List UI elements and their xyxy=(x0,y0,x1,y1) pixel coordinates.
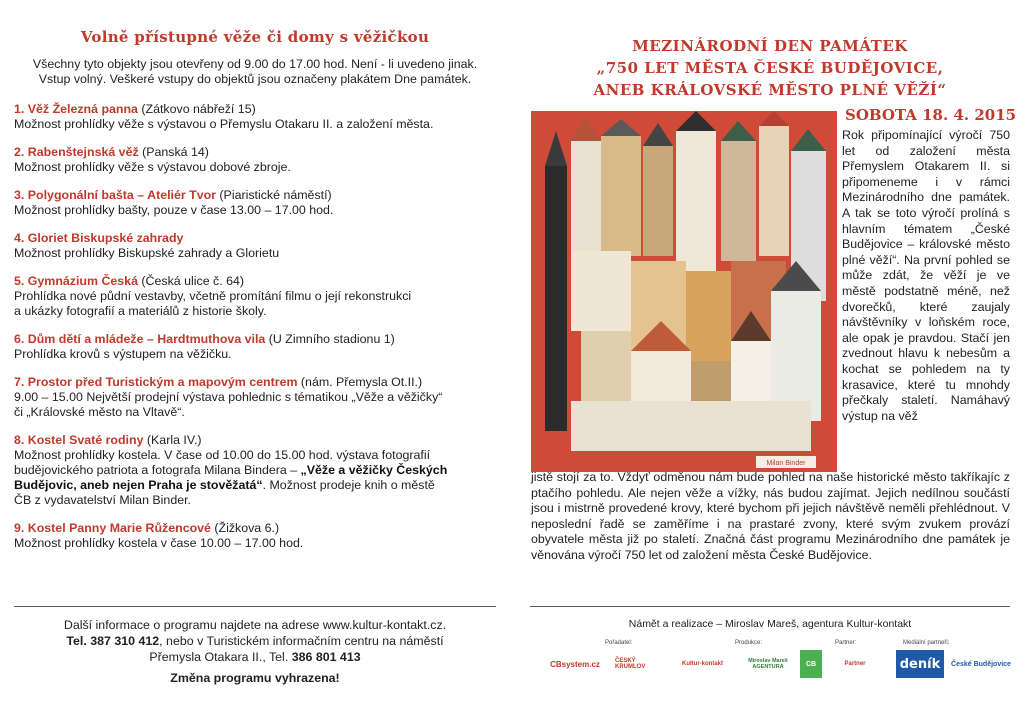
item-line: Možnost prohlídky věže s výstavou dobové zbroje. xyxy=(14,160,291,174)
cb-logo xyxy=(800,650,822,678)
item-title: 7. Prostor před Turistickým a mapovým centrem xyxy=(14,375,298,389)
item-place: (Karla IV.) xyxy=(143,433,202,447)
list-item xyxy=(14,375,496,420)
label-partner: Partner: xyxy=(835,640,857,646)
logo-text: CBsystem.cz xyxy=(550,659,600,669)
item-line: 9.00 – 15.00 Největší prodejní výstava pohlednic s tématikou „Věže a věžičky“ xyxy=(14,390,443,404)
title-line: „750 LET MĚSTA ČESKÉ BUDĚJOVICE, xyxy=(596,59,944,77)
item-line: či „Královské město na Vltavě“. xyxy=(14,405,185,419)
krumlov-logo xyxy=(615,650,665,678)
item-place: (Česká ulice č. 64) xyxy=(137,274,245,288)
ceske-budejovice-logo xyxy=(950,650,1012,678)
item-line: Možnost prohlídky věže s výstavou o Přemyslu Otakaru II. a založení města. xyxy=(14,117,434,131)
footer-text: , nebo v Turistickém informačním centru na náměstí xyxy=(159,634,444,648)
item-place: (Zátkovo nábřeží 15) xyxy=(137,102,256,116)
collage-label: Milan Binder xyxy=(766,460,806,467)
phone-number: 386 801 413 xyxy=(291,650,361,664)
title-line: ANEB KRÁLOVSKÉ MĚSTO PLNÉ VĚŽÍ“ xyxy=(593,81,947,99)
event-title xyxy=(530,35,1010,101)
list-item xyxy=(14,274,496,319)
phone-number: Tel. 387 310 412 xyxy=(66,634,160,648)
label-production: Produkce: xyxy=(735,640,763,646)
item-place: (Žižkova 6.) xyxy=(210,521,280,535)
partner-logo xyxy=(830,650,880,678)
logo-text: CB xyxy=(805,660,817,668)
item-line: Možnost prohlídky Biskupské zahrady a Glorietu xyxy=(14,246,280,260)
item-line: Možnost prohlídky kostela. V čase od 10.00 do 15.00 hod. výstava fotografií xyxy=(14,448,431,462)
logo-text: Kultur-kontakt xyxy=(682,661,723,667)
event-description-column: Rok připomínající výročí 750 let od založení města Přemyslem Otakarem II. si připomeneme i v rámci Mezinárodního dne památek. A tak se toto výročí prolíná s hlavním tématem „České Budějovice – královské město plné věží“. Na první pohled se může zdát, že věží je ve městě podstatně méně, než dvorečků, které zaujaly návštěvníky v loňském roce, ale opak je pravdou. Stačí jen zvednout hlavu k nebesům a kochat se pohledem na ty krasavice, které tu mnohdy přečkaly staletí. Namáhavý výstup na věž xyxy=(842,128,1010,423)
list-item xyxy=(14,231,496,261)
left-column xyxy=(14,28,496,551)
footer-line xyxy=(14,649,496,665)
item-line: Možnost prohlídky kostela v čase 10.00 – 17.00 hod. xyxy=(14,536,304,550)
credits: Námět a realizace – Miroslav Mareš, agentura Kultur-kontakt xyxy=(628,618,912,630)
footer-line xyxy=(14,633,496,649)
collage-svg xyxy=(531,111,837,472)
tower-shapes xyxy=(545,111,826,451)
item-text: budějovického patriota a fotografa Milana Bindera – xyxy=(14,463,301,477)
left-divider xyxy=(14,606,496,607)
list-item xyxy=(14,521,496,551)
cbsystem-logo xyxy=(540,650,610,678)
item-line: Prohlídka krovů s výstupem na věžičku. xyxy=(14,347,232,361)
footer-line: Další informace o programu najdete na adrese www.kultur-kontakt.cz. xyxy=(63,618,447,632)
intro-line: Všechny tyto objekty jsou otevřeny od 9.00 do 17.00 hod. Není - li uvedeno jinak. xyxy=(32,57,478,71)
left-footer xyxy=(14,617,496,665)
item-title: 6. Dům dětí a mládeže – Hardtmuthova vila xyxy=(14,332,266,346)
logo-text: České Budějovice xyxy=(951,660,1011,668)
item-bold-text: Budějovic, aneb nejen Praha je stověžatá“ xyxy=(14,478,263,492)
item-line xyxy=(14,478,496,493)
title-line: MEZINÁRODNÍ DEN PAMÁTEK xyxy=(632,37,908,55)
item-place: (nám. Přemysla Ot.II.) xyxy=(297,375,423,389)
item-line: ČB z vydavatelství Milan Binder. xyxy=(14,493,191,507)
item-title: 1. Věž Železná panna xyxy=(14,102,138,116)
item-line: a ukázky fotografií a materiálů z historie školy. xyxy=(14,304,267,318)
program-change-note: Změna programu vyhrazena! xyxy=(170,671,340,685)
list-item xyxy=(14,145,496,175)
agency-logo xyxy=(738,650,798,678)
towers-collage-image xyxy=(531,111,837,472)
right-divider xyxy=(530,606,1010,607)
item-place: (U Zimního stadionu 1) xyxy=(265,332,395,346)
denik-logo xyxy=(896,650,944,678)
list-item xyxy=(14,433,496,508)
left-heading: Volně přístupné věže či domy s věžičkou xyxy=(80,28,430,46)
list-item xyxy=(14,188,496,218)
footer-text: Přemysla Otakara II., Tel. xyxy=(149,650,292,664)
item-title: 3. Polygonální bašta – Ateliér Tvor xyxy=(14,188,216,202)
item-text: . Možnost prodeje knih o městě xyxy=(262,478,435,492)
item-title: 5. Gymnázium Česká xyxy=(14,274,138,288)
kultur-kontakt-logo xyxy=(675,650,730,678)
item-title: 2. Rabenštejnská věž xyxy=(14,145,139,159)
logo-text: Partner xyxy=(844,661,866,667)
list-item xyxy=(14,332,496,362)
item-line: Prohlídka nové půdní vestavby, včetně promítání filmu o její rekonstrukci xyxy=(14,289,412,303)
intro-text xyxy=(14,57,496,87)
item-bold-text: „Věže a věžičky Českých xyxy=(300,463,448,477)
list-item xyxy=(14,102,496,132)
logo-text: deník xyxy=(899,656,941,672)
item-title: 8. Kostel Svaté rodiny xyxy=(14,433,144,447)
event-date: SOBOTA 18. 4. 2015 xyxy=(845,106,1017,124)
item-title: 4. Gloriet Biskupské zahrady xyxy=(14,231,184,245)
item-place: (Panská 14) xyxy=(138,145,209,159)
item-title: 9. Kostel Panny Marie Růžencové xyxy=(14,521,211,535)
item-line: Možnost prohlídky bašty, pouze v čase 13.00 – 17.00 hod. xyxy=(14,203,334,217)
event-description-continued: jistě stojí za to. Vždyť odměnou nám bude pohled na naše historické město takříkajíc z ptačího pohledu. Ale nejen věže a vížky, nás budou zajímat. Jejich nedílnou součástí jsou i mistrně provedené krovy, které bychom při jejich návštěvě neměli přehlédnout. V neposlední řadě se zaměříme i na prastaré zvony, které svým zvukem provází obyvatele města již po staletí. Značná část programu Mezinárodního dne památek je věnována výročí 750 let od založení města České Budějovice. xyxy=(531,470,1010,562)
logo-text: Miroslav Mareš AGENTURA xyxy=(748,658,788,670)
label-organizer: Pořadatel: xyxy=(605,640,633,646)
intro-line: Vstup volný. Veškeré vstupy do objektů jsou označeny plakátem Dne památek. xyxy=(38,72,472,86)
item-line xyxy=(14,463,496,478)
item-place: (Piaristické náměstí) xyxy=(215,188,332,202)
logo-text: ČESKÝ KRUMLOV xyxy=(615,658,646,670)
label-media: Mediální partneři: xyxy=(903,640,950,646)
